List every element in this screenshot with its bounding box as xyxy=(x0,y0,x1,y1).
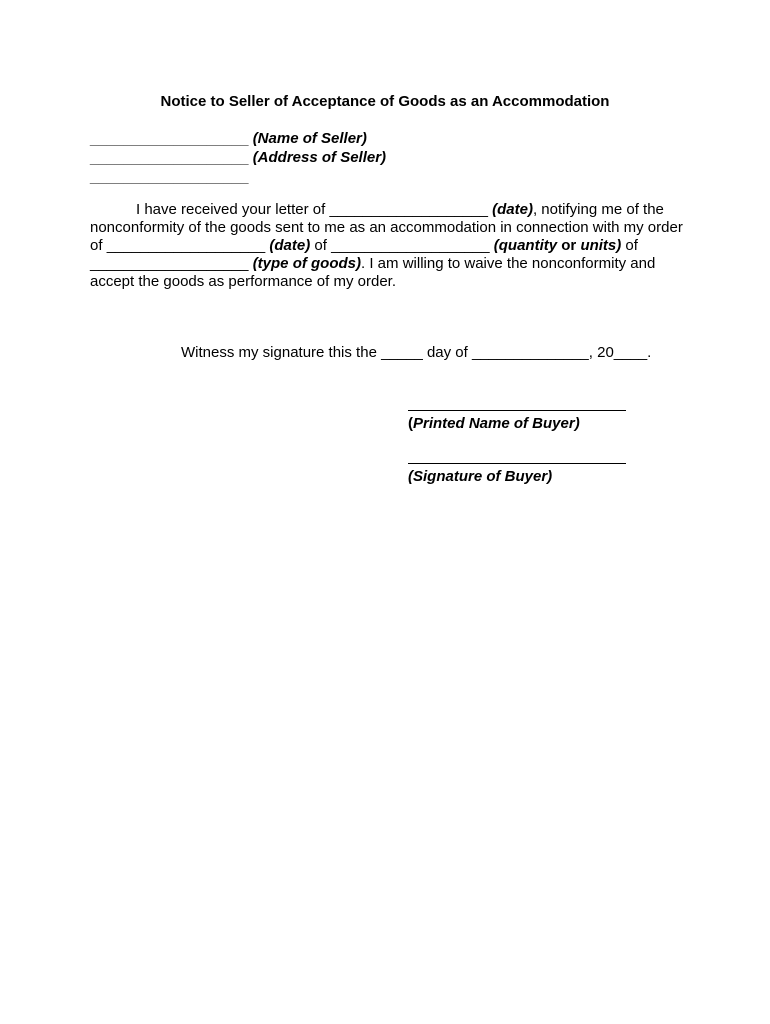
seller-address-line xyxy=(90,148,386,167)
seller-name-line xyxy=(90,129,386,148)
seller-address-block xyxy=(90,129,386,186)
document-title: Notice to Seller of Acceptance of Goods as an Accommodation xyxy=(160,93,610,110)
seller-address-label: (Address of Seller) xyxy=(252,149,387,166)
para-text-3: of xyxy=(310,237,332,254)
printed-name-label: Printed Name of Buyer) xyxy=(413,415,580,432)
notice-paragraph xyxy=(90,201,690,291)
para-text-4: of xyxy=(621,237,638,254)
order-date-blank[interactable]: ___________________ xyxy=(106,237,266,254)
seller-name-label: (Name of Seller) xyxy=(252,130,367,147)
para-text-2: , notifying me of the nonconformity of the goods sent to me as an accommodation in connection with my order of xyxy=(90,201,683,254)
para-text-1: I have received your letter of xyxy=(136,201,330,218)
seller-name-blank[interactable]: ___________________ xyxy=(90,130,249,147)
seller-extra-blank[interactable]: ___________________ xyxy=(90,168,249,185)
signature-label: (Signature of Buyer) xyxy=(408,468,553,485)
quantity-blank[interactable]: ___________________ xyxy=(331,237,490,254)
printed-name-line[interactable] xyxy=(408,398,626,411)
printed-name-open-paren: ( xyxy=(408,415,413,432)
or-text: or xyxy=(557,237,581,254)
printed-name-caption xyxy=(408,415,626,433)
goods-type-blank[interactable]: ___________________ xyxy=(90,255,249,272)
printed-name-block xyxy=(408,398,626,433)
units-label: units) xyxy=(580,237,622,254)
seller-extra-line xyxy=(90,167,386,186)
letter-date-blank[interactable]: ___________________ xyxy=(329,201,488,218)
witness-line: Witness my signature this the _____ day of ______________, 20____. xyxy=(181,344,652,361)
order-date-label: (date) xyxy=(269,237,311,254)
signature-block xyxy=(408,451,626,486)
signature-line[interactable] xyxy=(408,451,626,464)
goods-type-label: (type of goods) xyxy=(252,255,362,272)
quantity-label: (quantity xyxy=(493,237,558,254)
seller-address-blank[interactable]: ___________________ xyxy=(90,149,249,166)
letter-date-label: (date) xyxy=(492,201,533,218)
para-text-5: . I am willing to waive the nonconformity and accept the goods as performance of my order. xyxy=(90,255,656,290)
